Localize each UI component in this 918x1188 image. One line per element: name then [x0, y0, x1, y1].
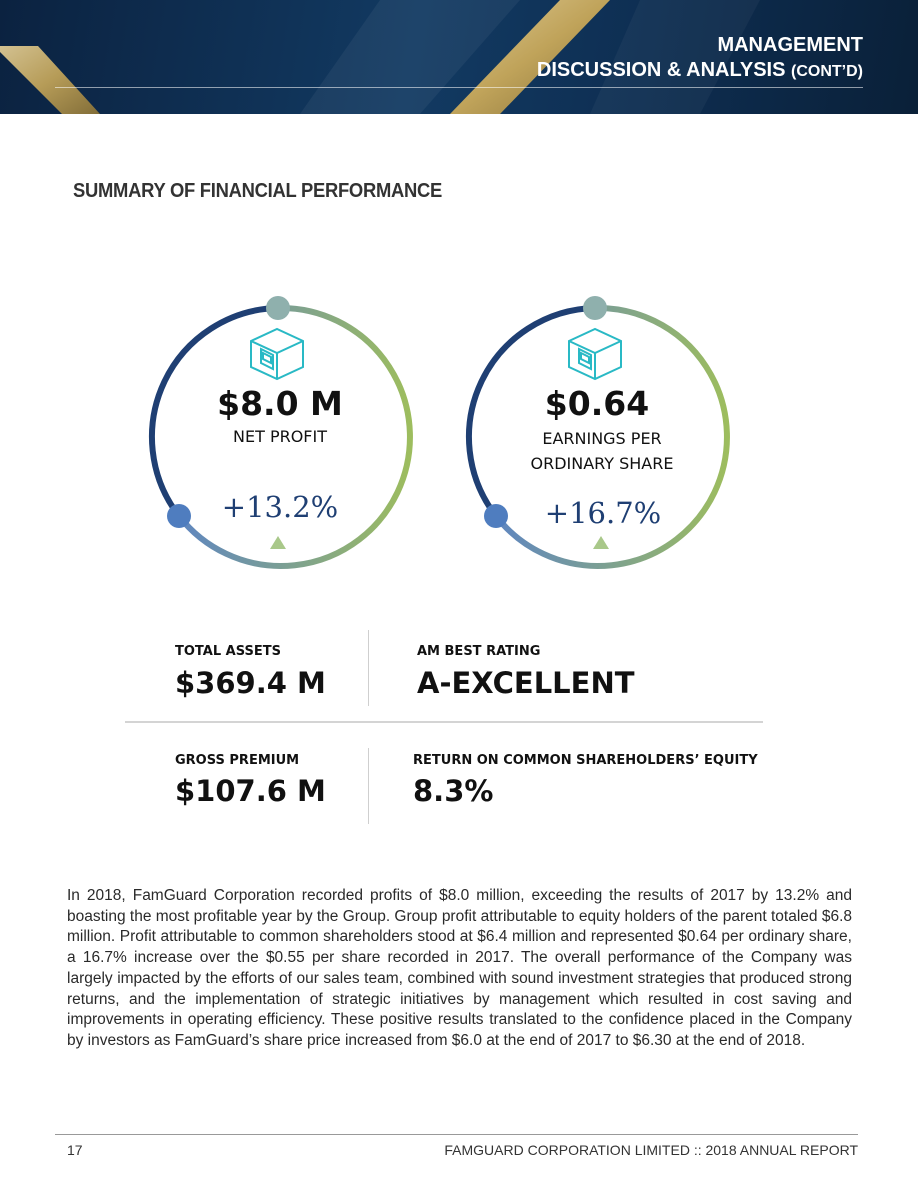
gross-premium-label: GROSS PREMIUM [175, 753, 300, 768]
section-title: SUMMARY OF FINANCIAL PERFORMANCE [73, 180, 443, 202]
am-best-label: AM BEST RATING [417, 644, 541, 659]
kpi-label: NET PROFIT [233, 427, 327, 446]
heading-line-2 [537, 58, 863, 84]
gross-premium-value: $107.6 M [175, 774, 326, 808]
am-best-value: A-EXCELLENT [417, 666, 635, 700]
kpi-value: $8.0 M [217, 384, 343, 423]
banner-divider [55, 87, 863, 88]
body-paragraph: In 2018, FamGuard Corporation recorded profits of $8.0 million, exceeding the results of 2017 by 13.2% and boasting the most profitable year by the Group. Group profit attributable to equity holders of the parent totaled $6.8 million. Profit attributable to common shareholders stood at $6.4 million and represented $0.64 per ordinary share, a 16.7% increase over the $0.55 per share recorded in 2017. The overall performance of the Company was largely impacted by the efforts of our sales team, combined with sound investment strategies that produced strong returns, and the implementation of strategic initiatives by management which resulted in cost saving and improvements in operating efficiency. These positive results translated to the confidence placed in the Company by investors as FamGuard’s share price increased from $6.0 at the end of 2017 to $6.30 at the end of 2018. [67, 887, 852, 1049]
ring-top-dot [583, 296, 607, 320]
heading-line-2-text: DISCUSSION & ANALYSIS [536, 59, 786, 81]
up-triangle-icon [593, 536, 609, 549]
total-assets-label: TOTAL ASSETS [175, 644, 281, 659]
ring-top-dot [266, 296, 290, 320]
header-banner [0, 0, 918, 114]
stat-divider-vertical [368, 748, 369, 824]
heading-suffix: (CONT’D) [791, 63, 863, 80]
kpi-label-line-2: ORDINARY SHARE [530, 454, 674, 473]
page-number: 17 [67, 1142, 83, 1158]
roe-value: 8.3% [413, 774, 494, 808]
stat-divider-vertical [368, 630, 369, 706]
kpi-earnings-per-share [462, 296, 732, 571]
package-box-icon [569, 329, 621, 379]
kpi-net-profit [145, 296, 415, 571]
footer-divider [55, 1134, 858, 1135]
kpi-change: +16.7% [544, 496, 662, 530]
page-heading [537, 33, 863, 84]
footer-report-title: FAMGUARD CORPORATION LIMITED :: 2018 ANNUAL REPORT [444, 1142, 858, 1158]
stat-divider-horizontal [125, 721, 763, 723]
heading-line-1: MANAGEMENT [717, 34, 863, 56]
kpi-value: $0.64 [544, 384, 650, 423]
kpi-label-line-1: EARNINGS PER [542, 429, 662, 448]
up-triangle-icon [270, 536, 286, 549]
package-box-icon [251, 329, 303, 379]
total-assets-value: $369.4 M [175, 666, 326, 700]
kpi-change: +13.2% [221, 490, 339, 524]
roe-label: RETURN ON COMMON SHAREHOLDERS’ EQUITY [413, 753, 758, 768]
